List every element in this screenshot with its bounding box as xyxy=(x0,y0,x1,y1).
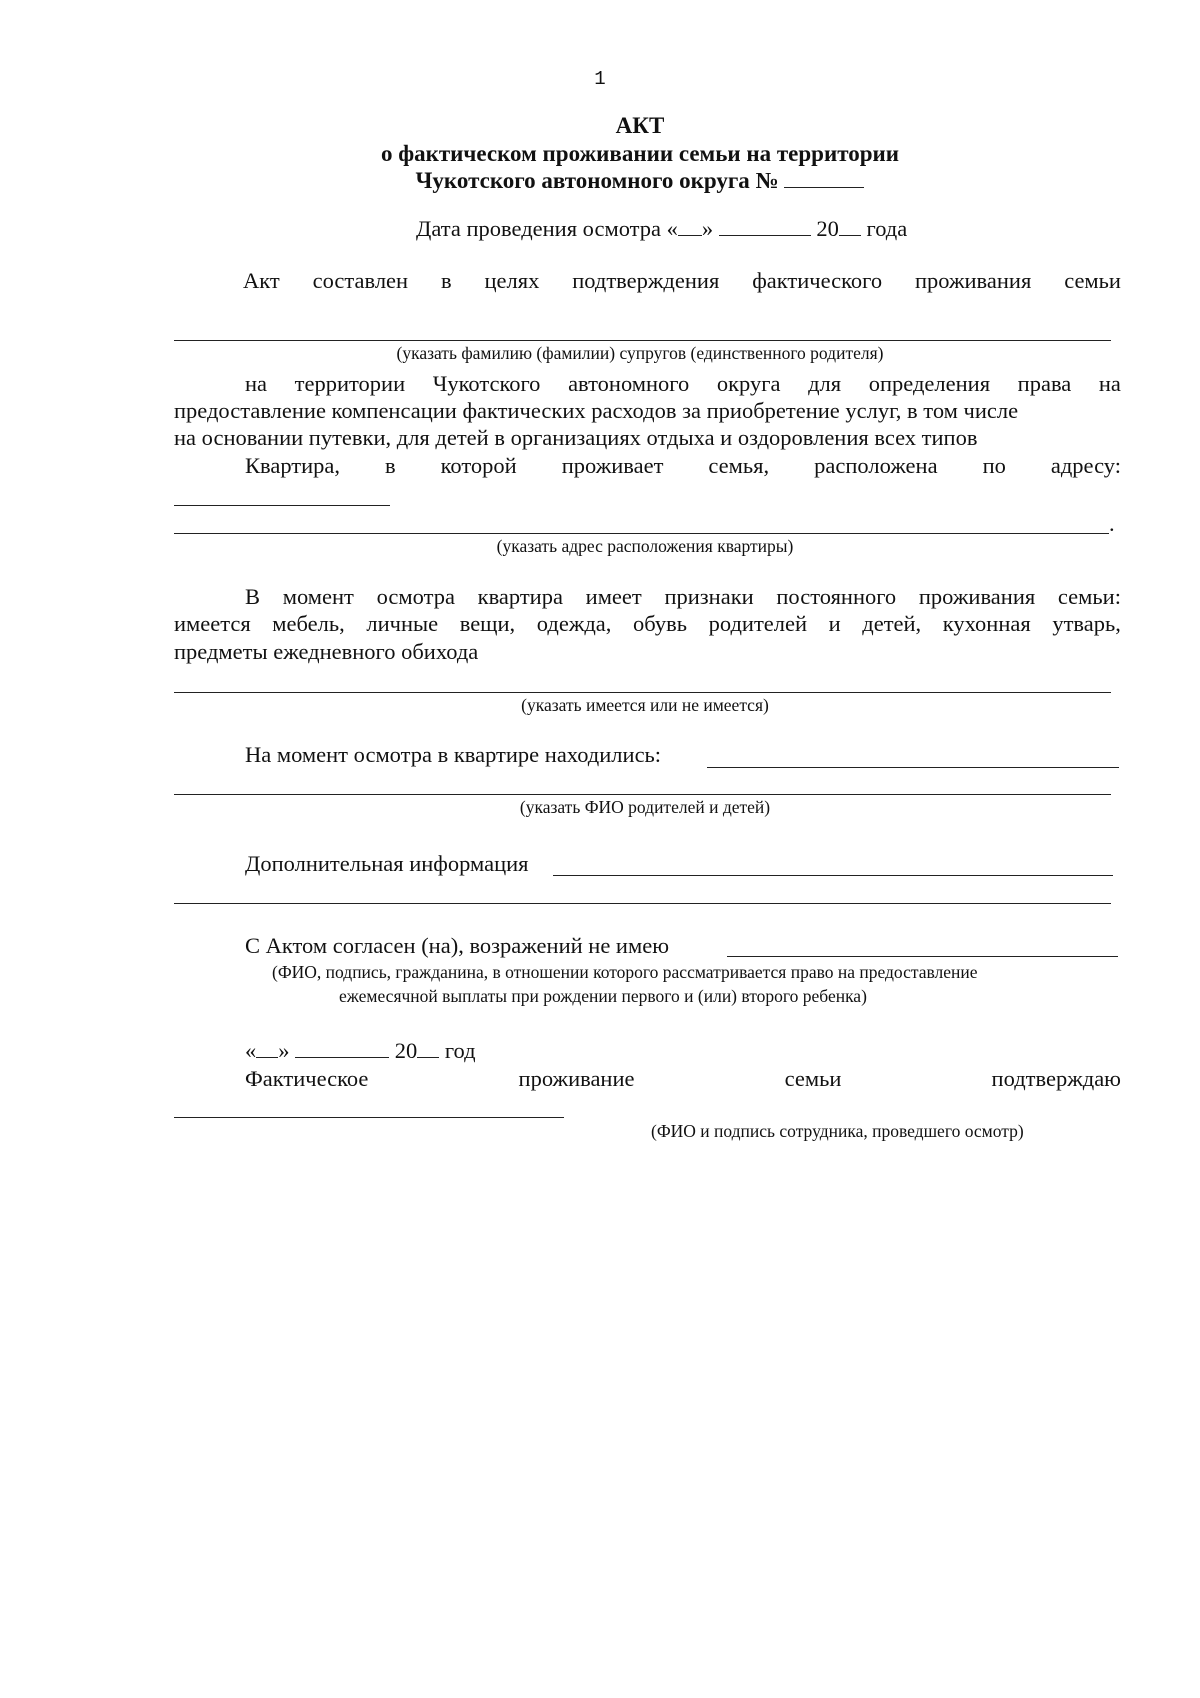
page-number: 1 xyxy=(594,68,606,90)
paragraph-word: имеет xyxy=(585,584,642,609)
address-end-period: . xyxy=(1109,511,1115,536)
paragraph-word: момент xyxy=(282,584,354,609)
apartment-word: семья, xyxy=(708,453,770,478)
additional-info-label: Дополнительная информация xyxy=(245,851,529,876)
confirm-word: подтверждаю xyxy=(991,1066,1121,1091)
document-title: АКТ xyxy=(615,113,665,138)
address-field-part1[interactable] xyxy=(174,505,390,506)
inspection-year-prefix: 20 xyxy=(816,216,839,241)
paragraph-word: кухонная xyxy=(942,611,1031,636)
paragraph-word: проживания xyxy=(918,584,1036,609)
sign-date-line xyxy=(245,1038,476,1064)
has-field[interactable] xyxy=(174,692,1111,693)
paragraph2-line3: предметы ежедневного обихода xyxy=(174,639,479,664)
purpose-word: Акт xyxy=(243,268,280,293)
paragraph-word: мебель, xyxy=(272,611,345,636)
paragraph-word: одежда, xyxy=(536,611,612,636)
sign-date-suffix: год xyxy=(444,1038,476,1063)
paragraph-word: родителей xyxy=(708,611,808,636)
paragraph-word: определения xyxy=(868,371,991,396)
hint-address: (указать адрес расположения квартиры) xyxy=(496,536,794,556)
paragraph-word: территории xyxy=(294,371,406,396)
sign-year-field[interactable] xyxy=(417,1039,439,1058)
paragraph-word: вещи, xyxy=(459,611,516,636)
paragraph-word: округа xyxy=(716,371,781,396)
address-field-part2[interactable] xyxy=(174,533,1109,534)
spouses-name-field[interactable] xyxy=(174,340,1111,341)
paragraph-word: В xyxy=(245,584,261,609)
purpose-word: фактического xyxy=(752,268,883,293)
inspection-date-suffix: года xyxy=(866,216,908,241)
paragraph-word: утварь, xyxy=(1052,611,1121,636)
hint-agreement-line2: ежемесячной выплаты при рождении первого и (или) второго ребенка) xyxy=(339,986,867,1006)
purpose-word: проживания xyxy=(914,268,1032,293)
purpose-word: составлен xyxy=(312,268,409,293)
confirm-word: семьи xyxy=(784,1066,842,1091)
apartment-line xyxy=(245,453,1121,479)
act-number-field[interactable] xyxy=(784,169,864,188)
document-subtitle: о фактическом проживании семьи на территории xyxy=(380,141,900,166)
apartment-word: адресу: xyxy=(1050,453,1121,478)
subtitle-region-text: Чукотского автономного округа № xyxy=(415,168,779,193)
paragraph-word: автономного xyxy=(568,371,690,396)
sign-month-field[interactable] xyxy=(295,1039,389,1058)
inspection-date-line xyxy=(416,216,907,242)
additional-info-field-part1[interactable] xyxy=(553,875,1113,876)
paragraph-word: имеется xyxy=(174,611,251,636)
purpose-word: целях xyxy=(484,268,540,293)
paragraph-word: детей, xyxy=(862,611,922,636)
agreement-signature-field[interactable] xyxy=(727,956,1118,957)
paragraph-word: осмотра xyxy=(376,584,455,609)
paragraph2-line1 xyxy=(245,584,1121,610)
paragraph-word: для xyxy=(808,371,842,396)
paragraph-word: обувь xyxy=(633,611,688,636)
paragraph-word: квартира xyxy=(477,584,563,609)
sign-year-prefix: 20 xyxy=(394,1038,418,1063)
apartment-word: в xyxy=(385,453,396,478)
sign-date-open: « xyxy=(245,1038,257,1063)
present-label: На момент осмотра в квартире находились: xyxy=(245,742,662,767)
apartment-word: Квартира, xyxy=(245,453,341,478)
paragraph-word: на xyxy=(245,371,268,396)
paragraph-word: и xyxy=(828,611,841,636)
paragraph2-line2 xyxy=(174,611,1121,637)
sign-day-field[interactable] xyxy=(256,1039,278,1058)
paragraph-word: признаки xyxy=(664,584,754,609)
paragraph-word: семьи: xyxy=(1057,584,1121,609)
purpose-word: в xyxy=(440,268,452,293)
paragraph-word: личные xyxy=(366,611,439,636)
paragraph1-line3: на основании путевки, для детей в организациях отдыха и оздоровления всех типов xyxy=(174,425,978,450)
hint-has: (указать имеется или не имеется) xyxy=(521,695,769,715)
confirm-word: Фактическое xyxy=(245,1066,369,1091)
paragraph-word: на xyxy=(1098,371,1121,396)
paragraph-word: права xyxy=(1017,371,1072,396)
apartment-word: проживает xyxy=(561,453,664,478)
apartment-word: по xyxy=(982,453,1006,478)
inspection-date-prefix: Дата проведения осмотра « xyxy=(416,216,678,241)
paragraph-word: постоянного xyxy=(776,584,897,609)
purpose-word: семьи xyxy=(1064,268,1121,293)
document-subtitle-number-line xyxy=(160,168,1120,194)
inspection-month-field[interactable] xyxy=(719,217,811,236)
agreement-label: С Актом согласен (на), возражений не имею xyxy=(245,933,670,958)
present-field-part2[interactable] xyxy=(174,794,1111,795)
purpose-word: подтверждения xyxy=(572,268,720,293)
additional-info-field-part2[interactable] xyxy=(174,903,1111,904)
inspection-date-mid: » xyxy=(701,216,714,241)
employee-signature-field[interactable] xyxy=(174,1117,564,1118)
purpose-line xyxy=(243,268,1121,294)
inspection-year-field[interactable] xyxy=(839,217,861,236)
apartment-word: которой xyxy=(440,453,517,478)
apartment-word: расположена xyxy=(814,453,938,478)
paragraph1-line2: предоставление компенсации фактических расходов за приобретение услуг, в том числе xyxy=(174,398,1019,423)
hint-names: (указать ФИО родителей и детей) xyxy=(519,797,771,817)
paragraph-word: Чукотского xyxy=(432,371,541,396)
present-field-part1[interactable] xyxy=(707,767,1119,768)
sign-date-close: » xyxy=(278,1038,290,1063)
paragraph1-line1 xyxy=(245,371,1121,397)
confirm-word: проживание xyxy=(518,1066,635,1091)
hint-agreement-line1: (ФИО, подпись, гражданина, в отношении которого рассматривается право на предоставление xyxy=(272,962,978,982)
hint-employee: (ФИО и подпись сотрудника, проведшего осмотр) xyxy=(651,1121,1024,1141)
confirm-line xyxy=(245,1066,1121,1092)
hint-spouses: (указать фамилию (фамилии) супругов (единственного родителя) xyxy=(396,343,884,363)
inspection-day-field[interactable] xyxy=(678,217,702,236)
